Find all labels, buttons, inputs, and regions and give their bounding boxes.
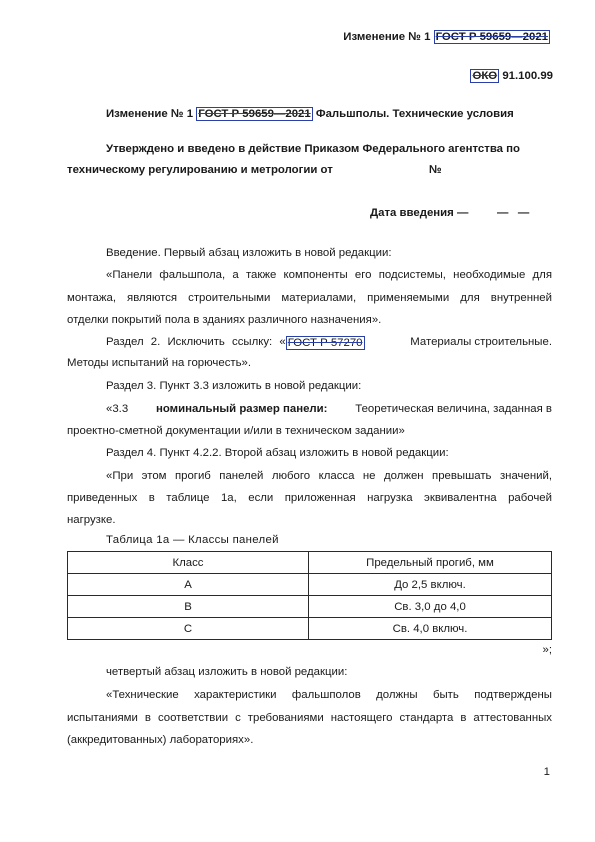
table-cell-class: С bbox=[68, 618, 309, 640]
table-cell-deflection: Св. 3,0 до 4,0 bbox=[309, 596, 552, 618]
definition-number: «3.3 bbox=[106, 403, 129, 415]
table-caption: Таблица 1а — Классы панелей bbox=[106, 534, 279, 546]
approval-number-sign: № bbox=[429, 164, 442, 176]
quote2-line-2: приведенных в таблице 1а, если приложенная нагрузка эквивалентна рабочей bbox=[67, 492, 552, 504]
table-row bbox=[68, 574, 552, 596]
table-header-row bbox=[68, 552, 552, 574]
header-standard-link[interactable]: ГОСТ Р 59659—2021 bbox=[435, 31, 548, 43]
table-cell-class: В bbox=[68, 596, 309, 618]
title-prefix: Изменение № 1 bbox=[106, 108, 194, 120]
quote1-line-1: «Панели фальшпола, а также компоненты его подсистемы, необходимые для bbox=[106, 269, 552, 281]
section4-paragraph: Раздел 4. Пункт 4.2.2. Второй абзац изложить в новой редакции: bbox=[106, 447, 449, 459]
header-oko bbox=[470, 70, 553, 82]
section3-paragraph: Раздел 3. Пункт 3.3 изложить в новой редакции: bbox=[106, 380, 362, 392]
fourth-paragraph: четвертый абзац изложить в новой редакции: bbox=[106, 666, 348, 678]
section2-rest bbox=[286, 336, 552, 350]
table-cell-deflection: Св. 4,0 включ. bbox=[309, 618, 552, 640]
quote2-line-1: «При этом прогиб панелей любого класса не должен превышать значений, bbox=[106, 470, 552, 482]
page-number: 1 bbox=[543, 766, 550, 778]
table-cell-class: А bbox=[68, 574, 309, 596]
intro-paragraph: Введение. Первый абзац изложить в новой редакции: bbox=[106, 247, 392, 259]
section2-line-2: Методы испытаний на горючесть». bbox=[67, 357, 252, 369]
quote1-line-3: отделки покрытий пола в зданиях различного назначения». bbox=[67, 314, 382, 326]
section2-suffix: Материалы строительные. bbox=[410, 336, 552, 348]
table-header-deflection: Предельный прогиб, мм bbox=[309, 552, 552, 574]
date-label: Дата введения — bbox=[370, 207, 469, 219]
quote1-line-2: монтажа, являются строительными материалами, применяемыми для внутренней bbox=[67, 292, 552, 304]
definition-line-1 bbox=[106, 403, 552, 415]
header-change bbox=[343, 31, 550, 43]
definition-line-2: проектно-сметной документации и/или в техническом задании» bbox=[67, 425, 405, 437]
oko-code: 91.100.99 bbox=[502, 70, 553, 82]
date-dashes: — — bbox=[497, 207, 530, 219]
title-suffix: Фальшполы. Технические условия bbox=[315, 108, 514, 120]
quote2-line-3: нагрузке. bbox=[67, 514, 116, 526]
table-row bbox=[68, 618, 552, 640]
section2-prefix: Раздел 2. Исключить ссылку: « bbox=[106, 336, 286, 348]
table-cell-deflection: До 2,5 включ. bbox=[309, 574, 552, 596]
section2-line-1 bbox=[106, 336, 552, 350]
approval-line-1: Утверждено и введено в действие Приказом Федерального агентства по bbox=[106, 143, 521, 155]
gost-57270-link[interactable]: ГОСТ Р 57270 bbox=[287, 337, 363, 349]
quote3-line-1: «Технические характеристики фальшполов должны быть подтверждены bbox=[106, 689, 552, 701]
closing-mark: »; bbox=[542, 644, 552, 656]
page-title bbox=[106, 108, 514, 120]
approval-line-2: техническому регулированию и метрологии от bbox=[67, 164, 333, 176]
definition-term: номинальный размер панели: bbox=[155, 403, 328, 415]
table-header-class: Класс bbox=[68, 552, 309, 574]
quote3-line-3: (аккредитованных) лабораториях». bbox=[67, 734, 254, 746]
table-row bbox=[68, 596, 552, 618]
definition-text: Теоретическая величина, заданная в bbox=[355, 403, 552, 415]
quote3-line-2: испытаниями в соответствии с требованиями настоящего стандарта в аттестованных bbox=[67, 712, 552, 724]
oko-link[interactable]: ОКО bbox=[472, 70, 498, 82]
header-change-prefix: Изменение № 1 bbox=[343, 31, 431, 43]
title-standard-link[interactable]: ГОСТ Р 59659—2021 bbox=[198, 108, 311, 120]
classes-table bbox=[67, 551, 552, 640]
